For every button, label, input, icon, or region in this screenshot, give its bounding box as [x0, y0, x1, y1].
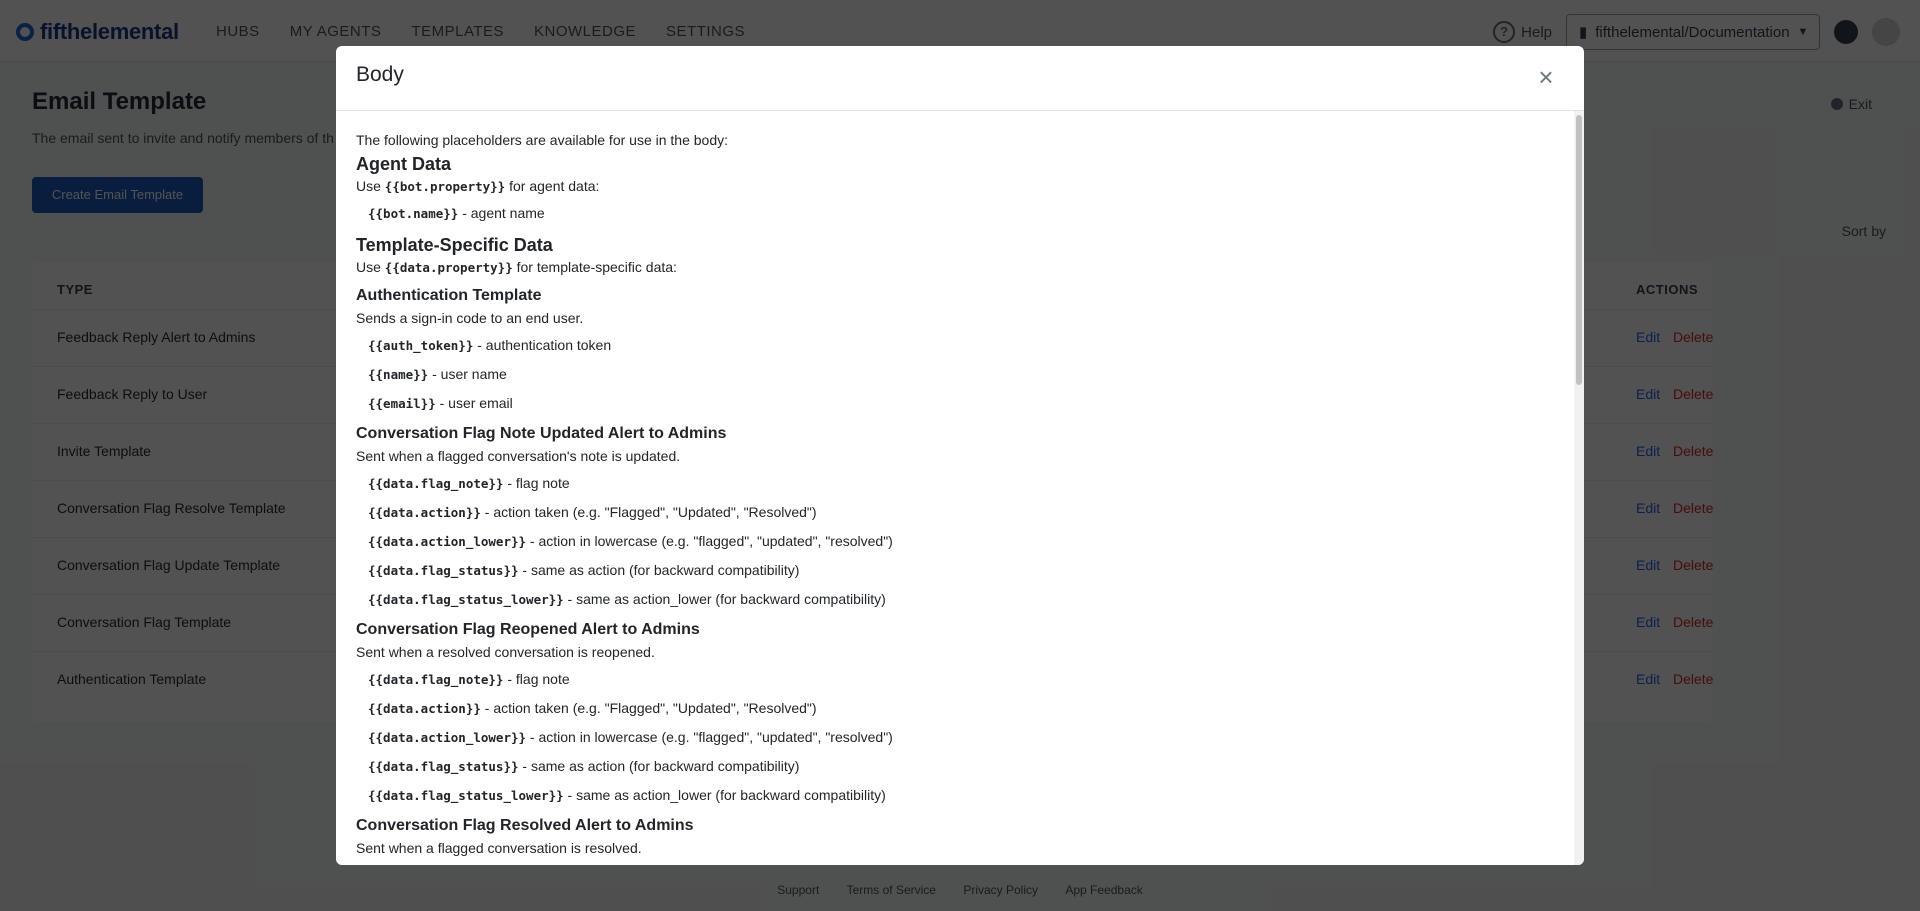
- template-heading: Authentication Template: [356, 287, 542, 304]
- template-description: Sends a sign-in code to an end user.: [356, 310, 584, 326]
- usage-suffix: for agent data:: [505, 178, 600, 194]
- placeholder-item: [356, 395, 1554, 412]
- modal-header: [336, 46, 1584, 111]
- placeholder-code: {{data.flag_note}}: [368, 672, 504, 687]
- usage-prefix: Use: [356, 259, 385, 275]
- placeholder-code: {{auth_token}}: [368, 338, 474, 353]
- section-heading: Template-Specific Data: [356, 235, 553, 255]
- placeholder-desc: - same as action_lower (for backward compatibility): [563, 787, 886, 803]
- usage-suffix: for template-specific data:: [512, 259, 677, 275]
- section-heading: Agent Data: [356, 154, 452, 174]
- placeholder-item: [356, 562, 1554, 579]
- usage-line: [356, 178, 1554, 195]
- placeholder-code: {{data.action_lower}}: [368, 534, 527, 549]
- placeholder-code: {{name}}: [368, 367, 429, 382]
- placeholder-item: [356, 475, 1554, 492]
- placeholder-code: {{data.flag_status_lower}}: [368, 592, 564, 607]
- usage-prefix: Use: [356, 178, 385, 194]
- modal-scrollbar[interactable]: [1574, 111, 1584, 865]
- placeholder-code: {{email}}: [368, 396, 436, 411]
- placeholder-code: {{data.action_lower}}: [368, 730, 527, 745]
- placeholder-item: [356, 787, 1554, 804]
- modal-title: Body: [356, 63, 404, 86]
- modal-body[interactable]: [336, 111, 1574, 865]
- placeholder-desc: - user name: [428, 366, 507, 382]
- placeholder-desc: - flag note: [503, 671, 570, 687]
- placeholder-code: {{data.flag_status_lower}}: [368, 788, 564, 803]
- placeholder-code: {{data.flag_note}}: [368, 476, 504, 491]
- close-icon[interactable]: ×: [1538, 62, 1554, 92]
- placeholder-item: [356, 366, 1554, 383]
- placeholder-desc: - same as action_lower (for backward compatibility): [563, 591, 886, 607]
- template-heading: Conversation Flag Resolved Alert to Admins: [356, 817, 694, 834]
- placeholder-desc: - flag note: [503, 475, 570, 491]
- intro-text: The following placeholders are available for use in the body:: [356, 132, 729, 148]
- placeholder-item: [356, 504, 1554, 521]
- placeholder-code: {{data.action}}: [368, 505, 481, 520]
- placeholder-code: {{data.flag_status}}: [368, 563, 519, 578]
- placeholder-desc: - action taken (e.g. "Flagged", "Updated", "Resolved"): [480, 700, 817, 716]
- placeholder-item: [356, 700, 1554, 717]
- template-description: Sent when a flagged conversation is resolved.: [356, 840, 642, 856]
- placeholder-code: {{data.property}}: [384, 260, 513, 275]
- placeholder-item: [356, 729, 1554, 746]
- template-heading: Conversation Flag Reopened Alert to Admins: [356, 621, 700, 638]
- placeholder-code: {{data.flag_status}}: [368, 759, 519, 774]
- placeholder-code: {{data.action}}: [368, 701, 481, 716]
- placeholder-desc: - action in lowercase (e.g. "flagged", "updated", "resolved"): [526, 533, 893, 549]
- placeholder-item: [356, 337, 1554, 354]
- placeholder-item: [356, 758, 1554, 775]
- placeholder-desc: - agent name: [458, 205, 545, 221]
- placeholder-desc: - same as action (for backward compatibility): [518, 562, 800, 578]
- placeholder-code: {{bot.property}}: [384, 179, 506, 194]
- scrollbar-thumb[interactable]: [1576, 115, 1582, 385]
- template-description: Sent when a resolved conversation is reopened.: [356, 644, 655, 660]
- placeholder-desc: - action in lowercase (e.g. "flagged", "updated", "resolved"): [526, 729, 893, 745]
- placeholder-item: [356, 205, 1554, 222]
- placeholder-code: {{bot.name}}: [368, 206, 459, 221]
- placeholder-desc: - authentication token: [473, 337, 612, 353]
- template-description: Sent when a flagged conversation's note is updated.: [356, 448, 681, 464]
- template-heading: Conversation Flag Note Updated Alert to Admins: [356, 425, 727, 442]
- usage-line: [356, 259, 1554, 276]
- placeholder-item: [356, 671, 1554, 688]
- body-placeholders-modal: [336, 46, 1584, 865]
- placeholder-desc: - action taken (e.g. "Flagged", "Updated", "Resolved"): [480, 504, 817, 520]
- placeholder-item: [356, 533, 1554, 550]
- placeholder-desc: - same as action (for backward compatibility): [518, 758, 800, 774]
- placeholder-item: [356, 591, 1554, 608]
- placeholder-desc: - user email: [435, 395, 513, 411]
